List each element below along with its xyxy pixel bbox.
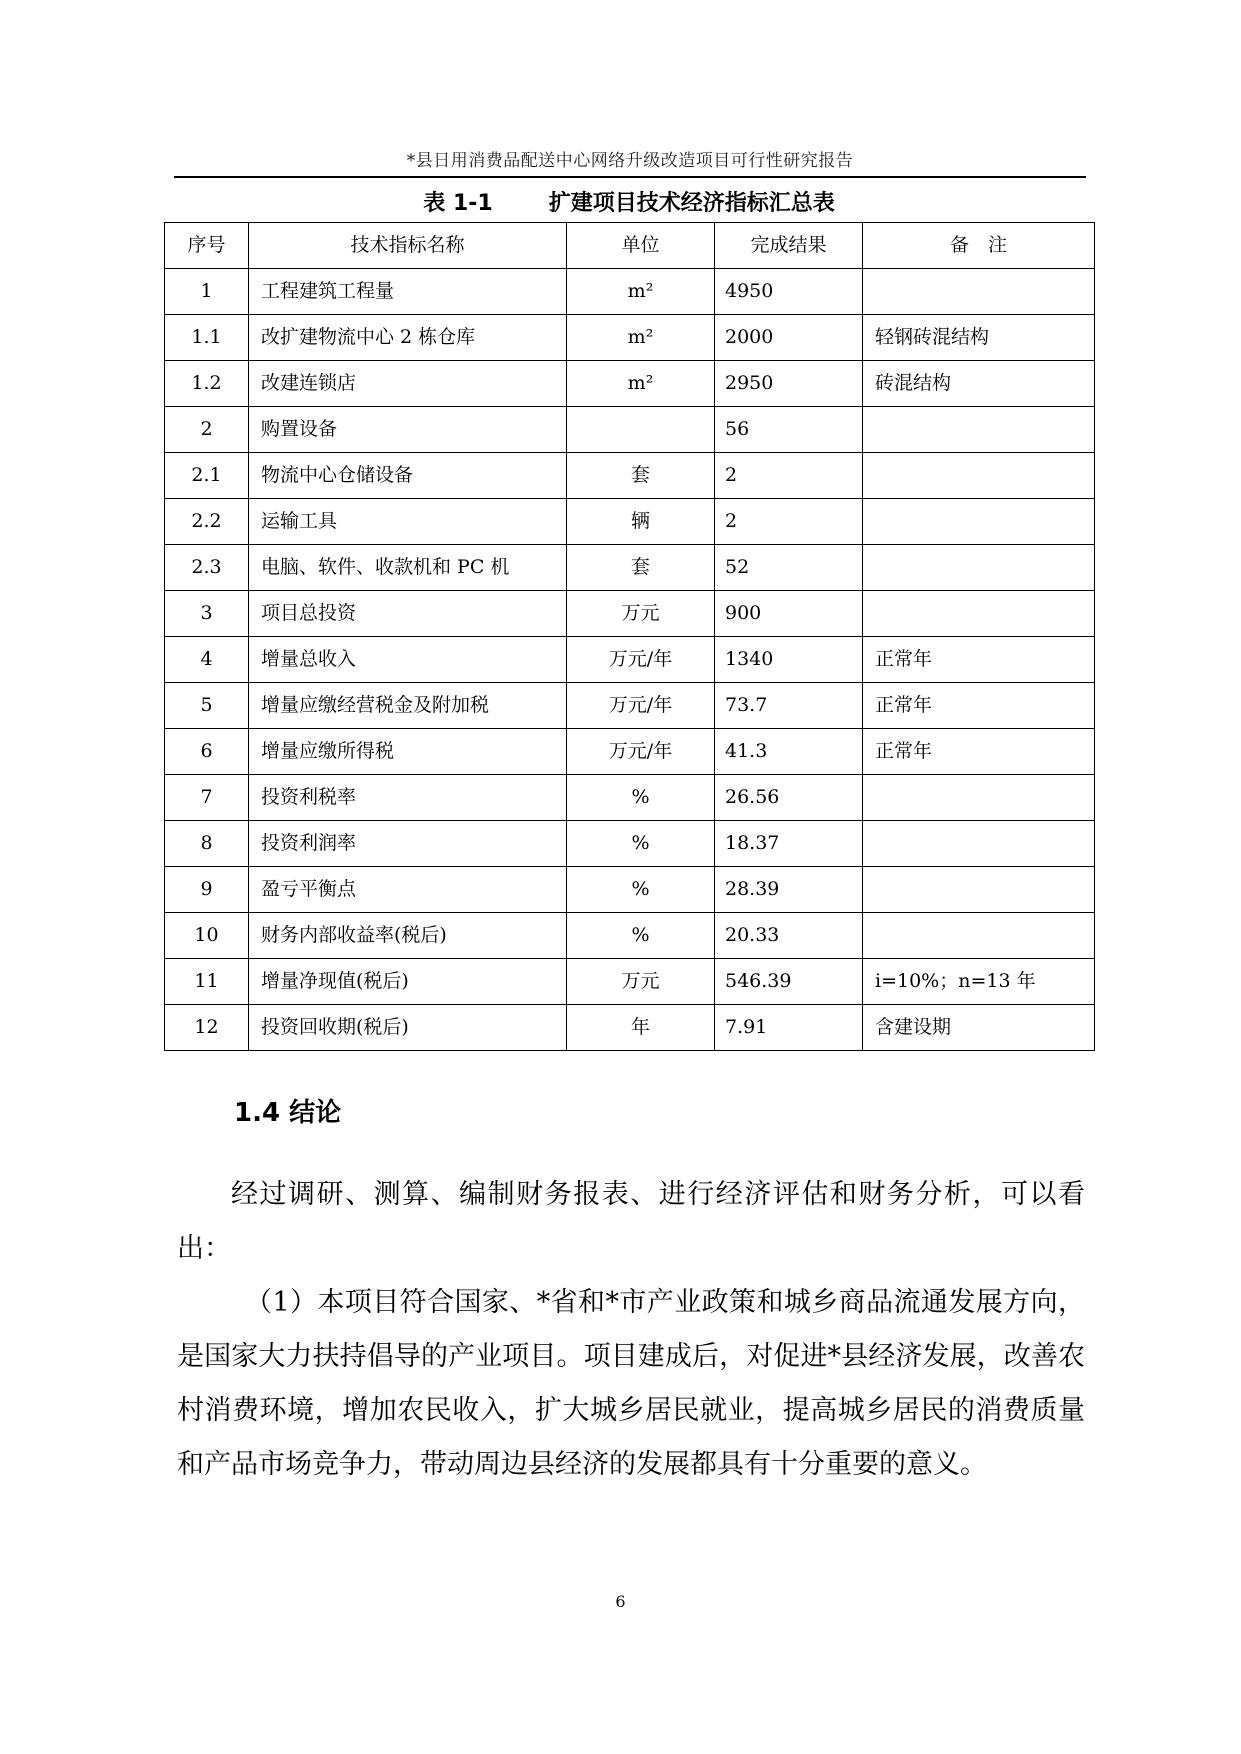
row-unit: 万元/年: [567, 637, 715, 683]
row-note: [863, 453, 1095, 499]
row-seq: 8: [165, 821, 249, 867]
table-caption-number: 表 1-1: [423, 191, 493, 216]
paragraph: 经过调研、测算、编制财务报表、进行经济评估和财务分析，可以看出：: [177, 1179, 1085, 1264]
row-result: 4950: [715, 269, 863, 315]
row-name: 工程建筑工程量: [249, 269, 567, 315]
row-unit: 辆: [567, 499, 715, 545]
row-result: 7.91: [715, 1005, 863, 1051]
table-header-row: [165, 223, 1095, 269]
table-body: [165, 269, 1095, 1051]
column-header: 技术指标名称: [249, 223, 567, 269]
row-note: 正常年: [863, 729, 1095, 775]
row-unit: 万元/年: [567, 683, 715, 729]
row-seq: 2.1: [165, 453, 249, 499]
row-result: 2000: [715, 315, 863, 361]
row-seq: 2: [165, 407, 249, 453]
row-name: 投资利润率: [249, 821, 567, 867]
table-row: [165, 361, 1095, 407]
row-result: 73.7: [715, 683, 863, 729]
row-result: 2950: [715, 361, 863, 407]
table-row: [165, 913, 1095, 959]
row-name: 改扩建物流中心 2 栋仓库: [249, 315, 567, 361]
row-unit: %: [567, 821, 715, 867]
table-row: [165, 453, 1095, 499]
conclusion-text: [177, 1168, 1085, 1492]
row-name: 增量总收入: [249, 637, 567, 683]
table-row: [165, 407, 1095, 453]
row-seq: 5: [165, 683, 249, 729]
row-result: 26.56: [715, 775, 863, 821]
row-seq: 1: [165, 269, 249, 315]
row-unit: 万元: [567, 959, 715, 1005]
row-note: [863, 269, 1095, 315]
table-row: [165, 591, 1095, 637]
column-header: 备 注: [863, 223, 1095, 269]
table-row: [165, 315, 1095, 361]
table-row: [165, 637, 1095, 683]
row-unit: [567, 407, 715, 453]
running-header: *县日用消费品配送中心网络升级改造项目可行性研究报告: [406, 151, 854, 171]
row-unit: m²: [567, 315, 715, 361]
row-name: 购置设备: [249, 407, 567, 453]
row-note: 正常年: [863, 637, 1095, 683]
row-note: [863, 499, 1095, 545]
row-name: 运输工具: [249, 499, 567, 545]
row-unit: 万元: [567, 591, 715, 637]
table-row: [165, 683, 1095, 729]
row-seq: 12: [165, 1005, 249, 1051]
row-seq: 7: [165, 775, 249, 821]
section-heading: 1.4 结论: [234, 1098, 342, 1128]
table-row: [165, 545, 1095, 591]
row-unit: %: [567, 913, 715, 959]
row-name: 投资回收期(税后): [249, 1005, 567, 1051]
row-result: 18.37: [715, 821, 863, 867]
row-name: 改建连锁店: [249, 361, 567, 407]
row-name: 项目总投资: [249, 591, 567, 637]
row-seq: 9: [165, 867, 249, 913]
row-note: 砖混结构: [863, 361, 1095, 407]
row-seq: 4: [165, 637, 249, 683]
table-row: [165, 1005, 1095, 1051]
row-seq: 11: [165, 959, 249, 1005]
row-result: 1340: [715, 637, 863, 683]
row-seq: 2.2: [165, 499, 249, 545]
row-result: 2: [715, 499, 863, 545]
row-name: 财务内部收益率(税后): [249, 913, 567, 959]
row-unit: %: [567, 867, 715, 913]
row-unit: m²: [567, 269, 715, 315]
column-header: 完成结果: [715, 223, 863, 269]
table-row: [165, 269, 1095, 315]
column-header: 单位: [567, 223, 715, 269]
row-note: 轻钢砖混结构: [863, 315, 1095, 361]
row-result: 900: [715, 591, 863, 637]
row-result: 41.3: [715, 729, 863, 775]
header-rule: [174, 176, 1086, 178]
table-row: [165, 499, 1095, 545]
row-note: [863, 775, 1095, 821]
column-header: 序号: [165, 223, 249, 269]
row-unit: 年: [567, 1005, 715, 1051]
table-row: [165, 959, 1095, 1005]
row-unit: 套: [567, 453, 715, 499]
row-result: 546.39: [715, 959, 863, 1005]
table-row: [165, 821, 1095, 867]
row-note: [863, 913, 1095, 959]
row-note: [863, 591, 1095, 637]
row-note: i=10%；n=13 年: [863, 959, 1095, 1005]
paragraph: （1）本项目符合国家、*省和*市产业政策和城乡商品流通发展方向，是国家大力扶持倡导的产业项目。项目建成后，对促进*县经济发展，改善农村消费环境，增加农民收入，扩大城乡居民就业，提高城乡居民的消费质量和产品市场竞争力，带动周边县经济的发展都具有十分重要的意义。: [177, 1287, 1085, 1480]
row-seq: 6: [165, 729, 249, 775]
row-name: 增量应缴所得税: [249, 729, 567, 775]
table-row: [165, 775, 1095, 821]
table-row: [165, 729, 1095, 775]
row-note: [863, 545, 1095, 591]
table-row: [165, 867, 1095, 913]
row-name: 物流中心仓储设备: [249, 453, 567, 499]
row-name: 电脑、软件、收款机和 PC 机: [249, 545, 567, 591]
row-seq: 1.1: [165, 315, 249, 361]
row-result: 20.33: [715, 913, 863, 959]
row-unit: m²: [567, 361, 715, 407]
row-result: 56: [715, 407, 863, 453]
row-unit: 套: [567, 545, 715, 591]
indicator-summary-table: [164, 222, 1095, 1051]
row-seq: 3: [165, 591, 249, 637]
row-note: [863, 821, 1095, 867]
row-seq: 1.2: [165, 361, 249, 407]
row-note: 含建设期: [863, 1005, 1095, 1051]
row-seq: 2.3: [165, 545, 249, 591]
row-result: 28.39: [715, 867, 863, 913]
row-unit: %: [567, 775, 715, 821]
row-name: 增量应缴经营税金及附加税: [249, 683, 567, 729]
table-caption-title: 扩建项目技术经济指标汇总表: [548, 191, 835, 216]
row-result: 2: [715, 453, 863, 499]
row-note: 正常年: [863, 683, 1095, 729]
row-seq: 10: [165, 913, 249, 959]
page-number: 6: [615, 1592, 626, 1611]
row-unit: 万元/年: [567, 729, 715, 775]
row-name: 增量净现值(税后): [249, 959, 567, 1005]
row-name: 投资利税率: [249, 775, 567, 821]
row-note: [863, 407, 1095, 453]
table-caption: [164, 186, 1094, 217]
row-result: 52: [715, 545, 863, 591]
row-note: [863, 867, 1095, 913]
row-name: 盈亏平衡点: [249, 867, 567, 913]
